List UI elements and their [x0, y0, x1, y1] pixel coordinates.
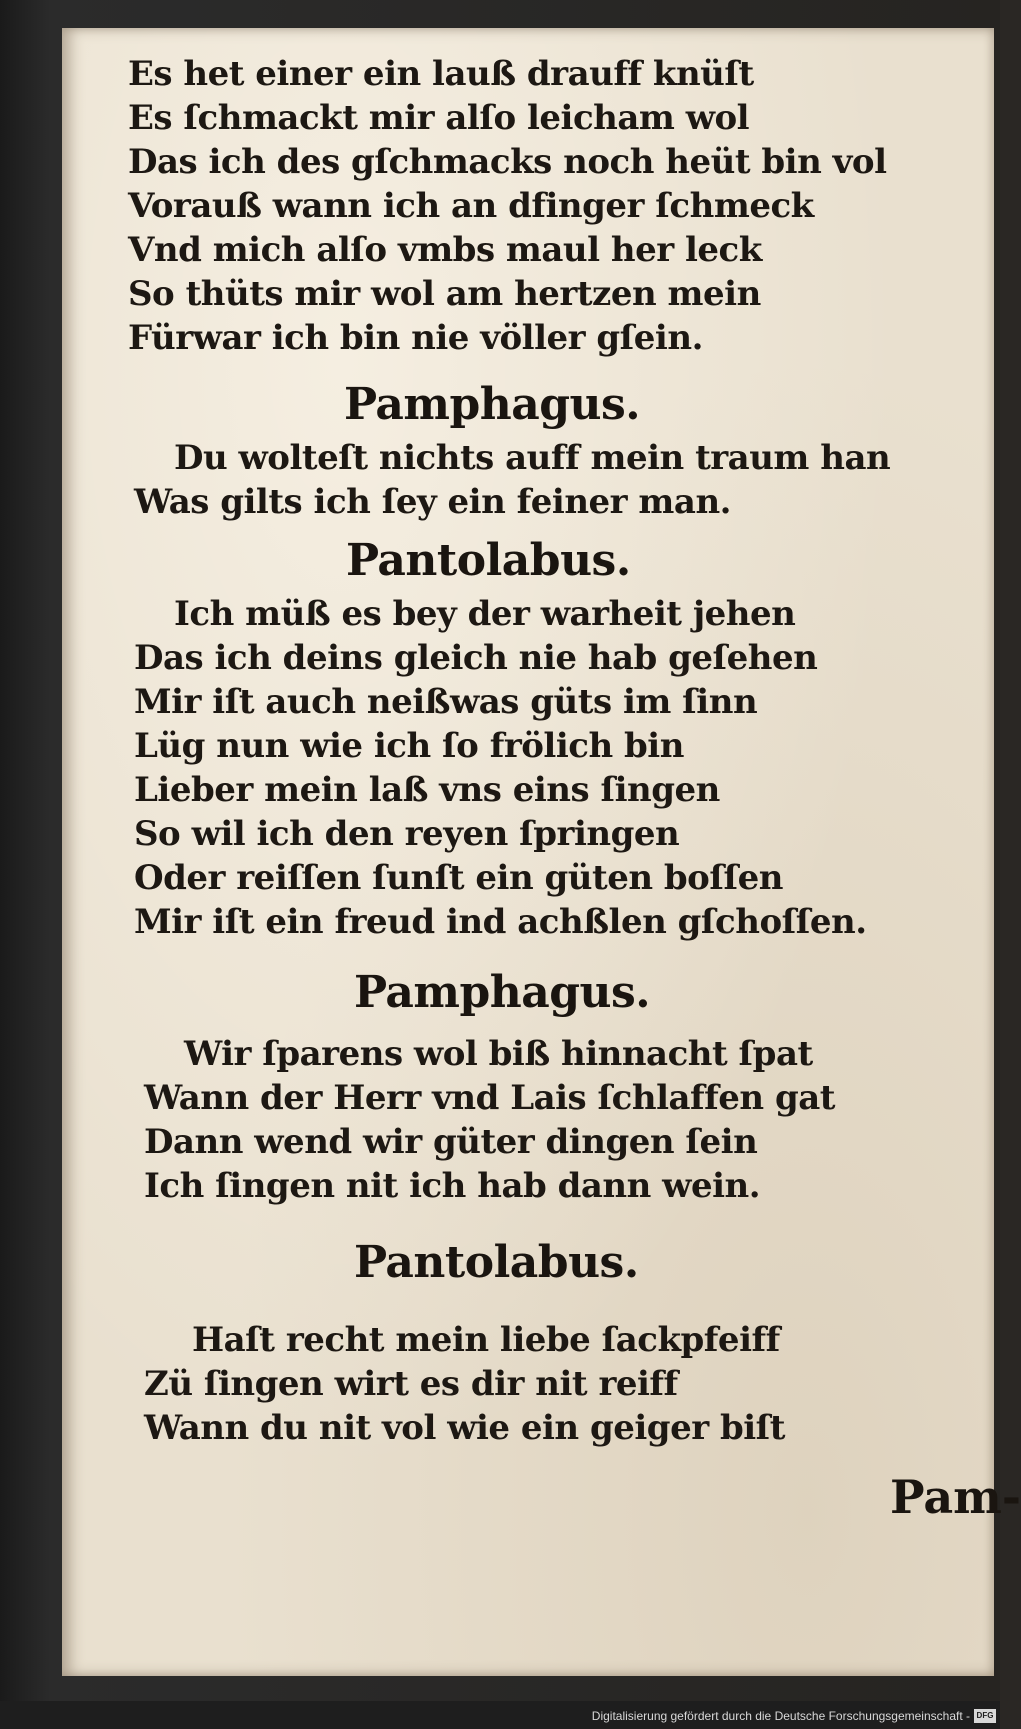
verse-line: Lieber mein laß vns eins ſingen [134, 770, 720, 810]
verse-line: Du wolteſt nichts auff mein traum han [174, 438, 891, 478]
catchword: Pam- [890, 1470, 1021, 1524]
verse-line: Haſt recht mein liebe ſackpfeiff [192, 1320, 780, 1360]
verse-line: Zü ſingen wirt es dir nit reiff [144, 1364, 678, 1404]
speaker-heading: Pamphagus. [344, 379, 641, 430]
verse-line: Ich ſingen nit ich hab dann wein. [144, 1166, 761, 1206]
verse-line: Vorauß wann ich an dfinger ſchmeck [128, 186, 814, 226]
verse-line: Oder reiſſen ſunſt ein güten boſſen [134, 858, 783, 898]
footer-credit: Digitalisierung gefördert durch die Deutsche Forschungsgemeinschaft - [591, 1709, 970, 1723]
verse-line: Was gilts ich ſey ein feiner man. [134, 482, 731, 522]
verse-line: Fürwar ich bin nie völler gſein. [128, 318, 703, 358]
speaker-heading: Pantolabus. [354, 1237, 639, 1288]
verse-line: Mir iſt ein freud ind achßlen gſchoſſen. [134, 902, 867, 942]
verse-line: Vnd mich alſo vmbs maul her leck [128, 230, 762, 270]
verse-line: Es het einer ein lauß drauff knüſt [128, 54, 754, 94]
verse-line: Wann der Herr vnd Lais ſchlaffen gat [144, 1078, 835, 1118]
verse-line: Das ich des gſchmacks noch heüt bin vol [128, 142, 887, 182]
verse-line: Ich müß es bey der warheit jehen [174, 594, 796, 634]
verse-line: So wil ich den reyen ſpringen [134, 814, 680, 854]
verse-line: So thüts mir wol am hertzen mein [128, 274, 761, 314]
speaker-heading: Pamphagus. [354, 967, 651, 1018]
verse-line: Dann wend wir güter dingen ſein [144, 1122, 758, 1162]
dfg-logo-icon: DFG [974, 1709, 996, 1723]
digitization-footer [0, 1701, 1000, 1729]
verse-line: Es ſchmackt mir alſo leicham wol [128, 98, 750, 138]
verse-line: Wir ſparens wol biß hinnacht ſpat [184, 1034, 813, 1074]
verse-line: Lüg nun wie ich ſo frölich bin [134, 726, 684, 766]
speaker-heading: Pantolabus. [346, 535, 631, 586]
verse-line: Wann du nit vol wie ein geiger biſt [144, 1408, 785, 1448]
verse-line: Mir iſt auch neißwas güts im ſinn [134, 682, 758, 722]
verse-line: Das ich deins gleich nie hab geſehen [134, 638, 818, 678]
book-page [62, 28, 1021, 1676]
